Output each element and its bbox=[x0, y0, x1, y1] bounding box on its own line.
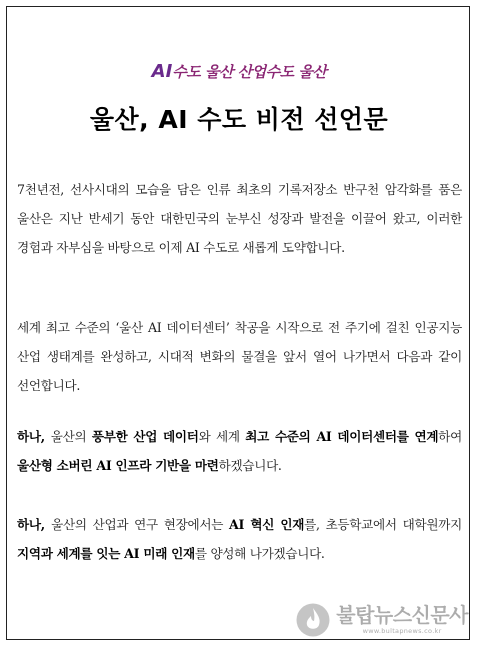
text-run: 하여 bbox=[438, 429, 462, 444]
flame-logo-icon bbox=[295, 602, 331, 638]
text-run: 세계 최고 수준의 ‘울산 AI 데이터센터’ 착공을 시작으로 전 주기에 걸친 인공지능 산업 생태계를 완성하고, 시대적 변화의 물결을 앞서 열어 나가면서 다음과 같이 선언합니다. bbox=[17, 320, 462, 393]
text-run: 를, 초등학교에서 대학원까지 bbox=[304, 517, 462, 532]
text-run: 와 세계 bbox=[198, 429, 246, 444]
document-title: 울산, AI 수도 비전 선언문 bbox=[89, 105, 389, 134]
watermark-name: 불탑뉴스신문사 bbox=[336, 603, 468, 628]
text-run: 지역과 세계를 잇는 AI 미래 인재 bbox=[17, 546, 195, 561]
slogan-text: 수도 울산 산업수도 울산 bbox=[172, 63, 327, 81]
slogan bbox=[0, 61, 478, 82]
paragraph-2 bbox=[17, 313, 462, 400]
text-run: 울산의 산업과 연구 현장에서는 bbox=[51, 517, 229, 532]
text-run: 하나, bbox=[17, 517, 52, 532]
watermark-url: www.bultapnews.co.kr bbox=[362, 627, 442, 636]
text-run: 7천년전, 선사시대의 모습을 담은 인류 최초의 기록저장소 반구천 암각화를 품은 울산은 지난 반세기 동안 대한민국의 눈부신 성장과 발전을 이끌어 왔고, 이러한 경험과 자부심을 바탕으로 이제 AI 수도로 새롭게 도약합니다. bbox=[17, 182, 462, 255]
text-run: 울산형 소버린 AI 인프라 기반을 마련 bbox=[17, 458, 219, 473]
text-run: 최고 수준의 AI 데이터센터를 연계 bbox=[245, 429, 439, 444]
text-run: 를 양성해 나가겠습니다. bbox=[194, 546, 325, 561]
text-run: 하나, bbox=[17, 429, 51, 444]
paragraph-1 bbox=[17, 175, 462, 262]
text-run: 하겠습니다. bbox=[218, 458, 282, 473]
declaration-1 bbox=[17, 422, 462, 480]
slogan-ai: AI bbox=[151, 61, 173, 82]
declaration-2 bbox=[17, 510, 462, 568]
text-run: 풍부한 산업 데이터 bbox=[91, 429, 199, 444]
text-run: 울산의 bbox=[50, 429, 92, 444]
watermark bbox=[295, 602, 468, 638]
text-run: AI 혁신 인재 bbox=[228, 517, 305, 532]
